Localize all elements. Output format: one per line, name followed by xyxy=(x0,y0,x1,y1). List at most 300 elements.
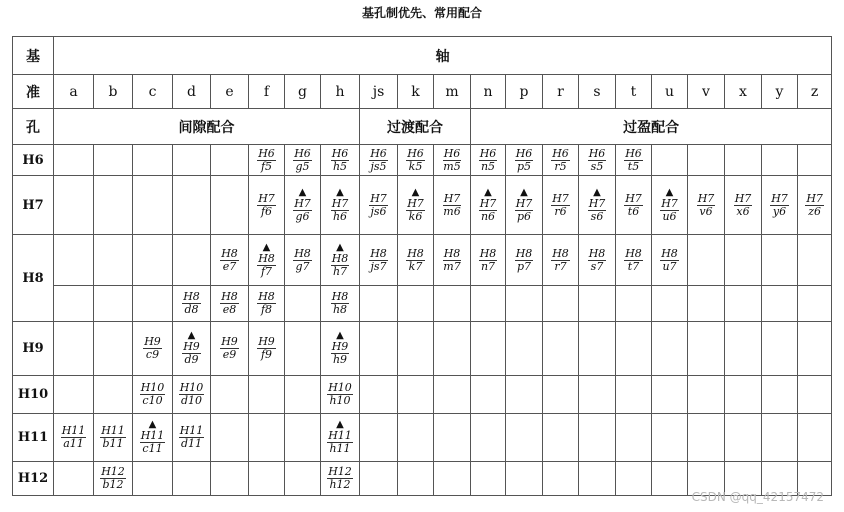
fit-cell xyxy=(321,145,360,176)
fit-cell xyxy=(579,235,616,286)
shaft-tolerance: v6 xyxy=(699,204,713,218)
fit-cell xyxy=(543,286,579,322)
fit-cell xyxy=(321,286,360,322)
fit-fraction xyxy=(257,253,276,278)
fit-cell xyxy=(652,176,688,235)
fit-cell xyxy=(360,462,398,496)
shaft-tolerance: b11 xyxy=(102,437,124,450)
shaft-tolerance: c10 xyxy=(142,394,163,407)
hole-tolerance: H9 xyxy=(144,335,161,348)
shaft-tolerance: h9 xyxy=(332,353,348,366)
fit-cell xyxy=(579,145,616,176)
fit-fraction xyxy=(624,193,643,218)
fit-fraction xyxy=(515,198,534,223)
fit-cell xyxy=(249,414,285,462)
fit-cell xyxy=(360,376,398,414)
hole-tolerance: H8 xyxy=(183,290,200,303)
fit-cell xyxy=(762,145,798,176)
shaft-tolerance: g5 xyxy=(295,159,310,173)
hole-tolerance: H6 xyxy=(294,146,311,160)
fit-fraction xyxy=(327,466,353,491)
fit-cell xyxy=(652,322,688,376)
shaft-tolerance: d10 xyxy=(180,394,203,407)
fit-cell xyxy=(579,286,616,322)
fit-cell xyxy=(360,235,398,286)
fit-cell xyxy=(616,176,652,235)
fit-cell xyxy=(725,176,762,235)
shaft-letter: z xyxy=(798,75,832,109)
fit-cell xyxy=(471,176,506,235)
fit-cell xyxy=(798,286,832,322)
fit-fraction xyxy=(293,148,312,173)
fit-cell xyxy=(688,235,725,286)
shaft-letter: m xyxy=(434,75,471,109)
hole-tolerance: H6 xyxy=(370,146,387,160)
shaft-tolerance: e9 xyxy=(222,348,237,361)
fit-cell xyxy=(211,322,249,376)
preferred-fit-marker-icon: ▲ xyxy=(593,186,601,198)
fit-fraction xyxy=(660,248,679,273)
hole-tolerance: H8 xyxy=(552,246,569,260)
fit-cell xyxy=(360,145,398,176)
shaft-letter: a xyxy=(54,75,94,109)
hole-tolerance: H10 xyxy=(328,381,352,394)
fit-fraction xyxy=(331,253,350,278)
fit-cell xyxy=(398,376,434,414)
fit-cell xyxy=(762,176,798,235)
fit-fraction xyxy=(331,148,350,173)
fit-cell xyxy=(616,462,652,496)
clearance-fit-header: 间隙配合 xyxy=(54,109,360,145)
fit-cell xyxy=(471,286,506,322)
fit-cell xyxy=(398,322,434,376)
shaft-tolerance: js5 xyxy=(370,159,387,173)
shaft-tolerance: h8 xyxy=(332,303,348,316)
preferred-fit-marker-icon: ▲ xyxy=(336,186,344,198)
fit-cell xyxy=(321,462,360,496)
hole-tolerance: H6 xyxy=(552,146,569,160)
fit-cell xyxy=(94,235,133,286)
fit-cell xyxy=(616,414,652,462)
fit-fraction xyxy=(479,198,498,223)
shaft-tolerance: s7 xyxy=(590,259,604,273)
fit-fraction xyxy=(257,336,276,361)
fit-fraction xyxy=(406,148,425,173)
fit-cell xyxy=(398,176,434,235)
fit-fraction xyxy=(406,248,425,273)
fit-cell xyxy=(173,176,211,235)
fit-cell xyxy=(133,322,173,376)
shaft-tolerance: s5 xyxy=(590,159,604,173)
shaft-letter: h xyxy=(321,75,360,109)
hole-tolerance: H6 xyxy=(258,146,275,160)
fit-fraction xyxy=(734,193,753,218)
hole-tolerance: H7 xyxy=(407,196,424,210)
shaft-tolerance: z6 xyxy=(808,204,821,218)
hole-tolerance: H10 xyxy=(140,381,165,394)
fit-cell xyxy=(173,235,211,286)
fit-fraction xyxy=(369,193,388,218)
fit-fraction xyxy=(551,248,570,273)
hole-tolerance: H11 xyxy=(179,424,204,437)
hole-tolerance: H7 xyxy=(697,191,715,205)
fit-cell xyxy=(471,376,506,414)
shaft-tolerance: u7 xyxy=(662,259,677,273)
fit-cell xyxy=(94,145,133,176)
fit-cell xyxy=(725,145,762,176)
fit-cell xyxy=(173,145,211,176)
fit-fraction xyxy=(406,198,425,223)
fit-fraction xyxy=(220,336,239,361)
hole-tolerance: H8 xyxy=(331,251,349,265)
fit-fraction xyxy=(369,148,388,173)
fit-fraction xyxy=(588,198,607,223)
fit-fraction xyxy=(479,148,498,173)
fit-cell xyxy=(54,286,94,322)
shaft-tolerance: d11 xyxy=(180,437,203,450)
fit-cell xyxy=(434,462,471,496)
fit-cell xyxy=(471,235,506,286)
fit-fraction xyxy=(770,193,789,218)
fit-cell xyxy=(94,176,133,235)
shaft-letter: t xyxy=(616,75,652,109)
fit-cell xyxy=(652,462,688,496)
hole-tolerance: H6 xyxy=(331,146,349,160)
fit-fraction xyxy=(182,291,201,316)
hole-tolerance: H6 xyxy=(443,146,461,160)
shaft-tolerance: t5 xyxy=(627,159,640,173)
fit-cell xyxy=(471,145,506,176)
shaft-tolerance: h12 xyxy=(329,478,351,491)
fit-fraction xyxy=(61,425,87,450)
shaft-tolerance: f7 xyxy=(260,264,273,278)
hole-label: H9 xyxy=(13,322,54,376)
fit-fraction xyxy=(140,382,166,407)
shaft-tolerance: h11 xyxy=(329,442,351,455)
shaft-tolerance: g7 xyxy=(295,259,310,273)
hole-tolerance: H6 xyxy=(479,146,497,160)
fit-cell xyxy=(543,376,579,414)
hole-tolerance: H11 xyxy=(101,424,125,437)
fit-cell xyxy=(725,376,762,414)
fit-fraction xyxy=(327,382,353,407)
fit-cell xyxy=(173,462,211,496)
shaft-tolerance: r6 xyxy=(554,204,567,218)
fit-fraction xyxy=(331,291,350,316)
fit-cell xyxy=(285,145,321,176)
fit-cell xyxy=(398,462,434,496)
fit-fraction xyxy=(179,425,205,450)
fit-fraction xyxy=(588,148,607,173)
fit-cell xyxy=(688,145,725,176)
preferred-fit-marker-icon: ▲ xyxy=(148,419,157,430)
fit-cell xyxy=(94,286,133,322)
fit-cell xyxy=(725,235,762,286)
hole-tolerance: H9 xyxy=(258,335,275,348)
fit-cell xyxy=(321,376,360,414)
shaft-tolerance: n7 xyxy=(480,259,496,273)
fit-cell xyxy=(94,376,133,414)
fit-cell xyxy=(94,322,133,376)
preferred-fit-marker-icon: ▲ xyxy=(336,419,344,430)
fit-fraction xyxy=(179,382,205,407)
preferred-fit-marker-icon: ▲ xyxy=(187,330,196,341)
hole-tolerance: H11 xyxy=(61,424,86,437)
fit-cell xyxy=(54,235,94,286)
fit-cell xyxy=(211,376,249,414)
shaft-tolerance: f9 xyxy=(260,348,273,361)
shaft-tolerance: p5 xyxy=(516,159,532,173)
fit-fraction xyxy=(442,248,461,273)
hole-tolerance: H7 xyxy=(370,191,387,205)
fit-fraction xyxy=(660,198,679,223)
shaft-letter: g xyxy=(285,75,321,109)
fit-cell xyxy=(249,286,285,322)
shaft-tolerance: c11 xyxy=(142,442,163,455)
preferred-fit-marker-icon: ▲ xyxy=(520,186,528,198)
fit-cell xyxy=(579,414,616,462)
fit-cell xyxy=(506,414,543,462)
hole-tolerance: H7 xyxy=(661,196,678,210)
fit-cell xyxy=(543,414,579,462)
base-hole-header-char: 准 xyxy=(13,75,54,109)
fit-cell xyxy=(285,235,321,286)
fit-cell xyxy=(506,322,543,376)
fit-cell xyxy=(54,145,94,176)
fit-cell xyxy=(211,462,249,496)
fit-cell xyxy=(471,414,506,462)
hole-tolerance: H9 xyxy=(221,335,238,348)
fit-cell xyxy=(398,145,434,176)
fit-fraction xyxy=(100,425,126,450)
fit-cell xyxy=(133,376,173,414)
fit-cell xyxy=(579,376,616,414)
fit-fraction xyxy=(100,466,126,491)
shaft-tolerance: m7 xyxy=(443,259,461,273)
hole-tolerance: H7 xyxy=(734,191,752,205)
fit-cell xyxy=(54,414,94,462)
shaft-tolerance: m6 xyxy=(443,204,461,218)
fit-fraction xyxy=(697,193,716,218)
fit-cell xyxy=(616,376,652,414)
fit-cell xyxy=(506,462,543,496)
fit-fraction xyxy=(442,193,461,218)
fit-cell xyxy=(579,462,616,496)
preferred-fit-marker-icon: ▲ xyxy=(336,330,344,341)
fit-cell xyxy=(543,462,579,496)
fit-cell xyxy=(285,462,321,496)
shaft-tolerance: t7 xyxy=(627,259,640,273)
shaft-tolerance: e7 xyxy=(222,259,237,273)
fit-cell xyxy=(688,286,725,322)
shaft-tolerance: p7 xyxy=(516,259,532,273)
fit-cell xyxy=(398,286,434,322)
fit-cell xyxy=(798,414,832,462)
hole-tolerance: H8 xyxy=(258,290,275,303)
fit-cell xyxy=(434,235,471,286)
fit-cell xyxy=(543,322,579,376)
shaft-letter: p xyxy=(506,75,543,109)
fit-cell xyxy=(616,145,652,176)
shaft-letter: e xyxy=(211,75,249,109)
fit-cell xyxy=(249,235,285,286)
fit-cell xyxy=(398,235,434,286)
shaft-tolerance: h10 xyxy=(329,394,351,407)
shaft-tolerance: h5 xyxy=(332,159,348,173)
fit-cell xyxy=(249,376,285,414)
shaft-tolerance: e8 xyxy=(222,303,237,316)
hole-tolerance: H8 xyxy=(221,246,238,260)
fit-cell xyxy=(506,235,543,286)
fit-fraction xyxy=(220,248,239,273)
fit-cell xyxy=(471,462,506,496)
shaft-tolerance: f6 xyxy=(260,204,273,218)
hole-tolerance: H8 xyxy=(407,246,424,260)
hole-tolerance: H6 xyxy=(515,146,533,160)
fit-cell xyxy=(173,322,211,376)
shaft-tolerance: f8 xyxy=(260,303,273,316)
fit-cell xyxy=(762,376,798,414)
fit-cell xyxy=(360,286,398,322)
fit-fraction xyxy=(479,248,498,273)
shaft-tolerance: k6 xyxy=(408,209,423,223)
fit-cell xyxy=(762,322,798,376)
fit-cell xyxy=(133,176,173,235)
fit-fraction xyxy=(515,148,534,173)
fit-cell xyxy=(543,176,579,235)
preferred-fit-marker-icon: ▲ xyxy=(298,186,307,198)
fit-cell xyxy=(434,414,471,462)
fit-cell xyxy=(652,414,688,462)
shaft-tolerance: r5 xyxy=(554,159,567,173)
fit-fraction xyxy=(257,148,276,173)
preferred-fit-marker-icon: ▲ xyxy=(411,186,420,198)
fit-cell xyxy=(360,176,398,235)
hole-label: H7 xyxy=(13,176,54,235)
interference-fit-header: 过盈配合 xyxy=(471,109,832,145)
fit-fraction xyxy=(515,248,534,273)
fit-cell xyxy=(762,235,798,286)
hole-tolerance: H8 xyxy=(221,290,238,303)
hole-tolerance: H8 xyxy=(661,246,678,260)
shaft-tolerance: h7 xyxy=(332,264,348,278)
hole-tolerance: H8 xyxy=(479,246,497,260)
hole-tolerance: H7 xyxy=(479,196,497,210)
fit-cell xyxy=(688,414,725,462)
fit-cell xyxy=(360,322,398,376)
fit-cell xyxy=(798,376,832,414)
fit-cell xyxy=(211,286,249,322)
shaft-letter: n xyxy=(471,75,506,109)
fit-cell xyxy=(798,235,832,286)
fit-cell xyxy=(579,322,616,376)
fits-table xyxy=(12,36,832,496)
fit-cell xyxy=(652,145,688,176)
shaft-tolerance: b12 xyxy=(102,478,124,491)
shaft-letter: d xyxy=(173,75,211,109)
hole-tolerance: H8 xyxy=(625,246,642,260)
shaft-tolerance: n5 xyxy=(480,159,496,173)
shaft-tolerance: d8 xyxy=(184,303,199,316)
fit-cell xyxy=(54,176,94,235)
fit-fraction xyxy=(331,341,350,366)
transition-fit-header: 过渡配合 xyxy=(360,109,471,145)
hole-label: H11 xyxy=(13,414,54,462)
fit-cell xyxy=(725,286,762,322)
shaft-letter: js xyxy=(360,75,398,109)
shaft-tolerance: js7 xyxy=(370,259,387,273)
hole-tolerance: H10 xyxy=(179,381,204,394)
hole-tolerance: H6 xyxy=(625,146,642,160)
shaft-letter: u xyxy=(652,75,688,109)
fit-fraction xyxy=(257,291,276,316)
fit-cell xyxy=(434,286,471,322)
fit-fraction xyxy=(624,148,643,173)
hole-tolerance: H9 xyxy=(331,340,349,353)
fit-cell xyxy=(434,322,471,376)
fit-cell xyxy=(506,376,543,414)
fit-cell xyxy=(249,145,285,176)
fit-cell xyxy=(133,145,173,176)
fit-fraction xyxy=(551,193,570,218)
shaft-tolerance: h6 xyxy=(332,209,348,223)
shaft-letter: v xyxy=(688,75,725,109)
fit-fraction xyxy=(220,291,239,316)
hole-tolerance: H7 xyxy=(625,191,642,205)
hole-tolerance: H7 xyxy=(588,196,606,210)
hole-tolerance: H7 xyxy=(771,191,788,205)
fit-cell xyxy=(688,176,725,235)
hole-tolerance: H8 xyxy=(258,251,275,265)
shaft-tolerance: a11 xyxy=(63,437,84,450)
fit-fraction xyxy=(805,193,824,218)
fit-fraction xyxy=(327,430,353,455)
fit-cell xyxy=(94,414,133,462)
shaft-tolerance: x6 xyxy=(736,204,750,218)
hole-label: H6 xyxy=(13,145,54,176)
hole-tolerance: H11 xyxy=(328,429,352,442)
fit-cell xyxy=(211,145,249,176)
fit-cell xyxy=(54,462,94,496)
fit-fraction xyxy=(182,341,201,366)
shaft-tolerance: g6 xyxy=(295,209,310,223)
fit-fraction xyxy=(143,336,162,361)
fit-fraction xyxy=(369,248,388,273)
shaft-tolerance: y6 xyxy=(772,204,787,218)
hole-tolerance: H7 xyxy=(443,191,461,205)
fit-cell xyxy=(798,322,832,376)
fit-cell xyxy=(133,235,173,286)
fit-cell xyxy=(321,235,360,286)
fit-cell xyxy=(434,376,471,414)
fit-cell xyxy=(211,235,249,286)
fit-cell xyxy=(285,376,321,414)
hole-tolerance: H11 xyxy=(140,429,165,442)
shaft-letter: y xyxy=(762,75,798,109)
watermark: CSDN @qq_42157472 xyxy=(691,490,824,504)
shaft-letter: f xyxy=(249,75,285,109)
fit-fraction xyxy=(551,148,570,173)
fit-cell xyxy=(798,176,832,235)
fit-cell xyxy=(133,286,173,322)
fit-cell xyxy=(285,176,321,235)
fit-fraction xyxy=(624,248,643,273)
fit-cell xyxy=(173,414,211,462)
base-hole-header-char: 孔 xyxy=(13,109,54,145)
shaft-tolerance: r7 xyxy=(554,259,567,273)
shaft-tolerance: u6 xyxy=(662,209,677,223)
fit-cell xyxy=(688,322,725,376)
